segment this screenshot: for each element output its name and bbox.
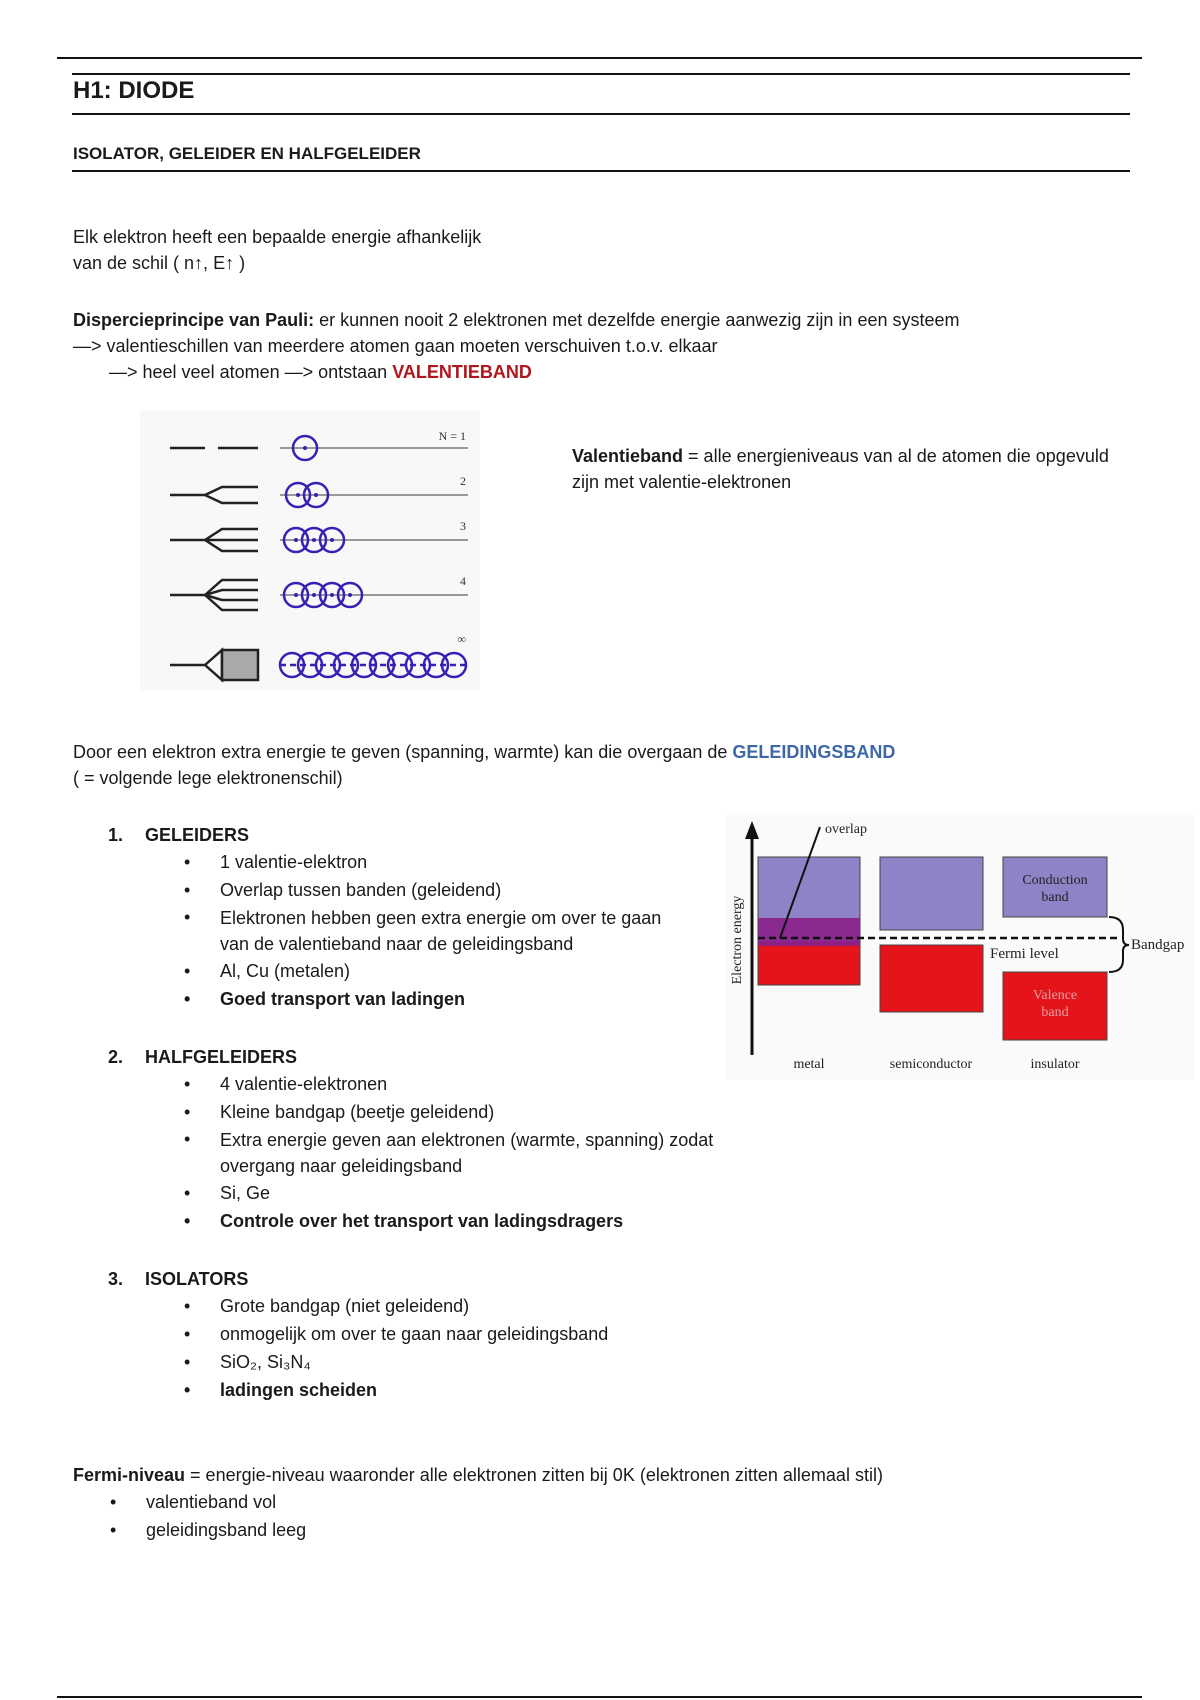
section-geleiders: 1. GELEIDERS • 1 valentie-elektron • Overlap tussen banden (geleidend) • Elektronen hebben geen extra energie om over te gaan van de valentieband naar de geleidingsband • Al, Cu (metalen) • Goed transport van ladingen <box>108 822 688 1013</box>
list-item: • Overlap tussen banden (geleidend) <box>184 876 664 904</box>
y-axis-label: Electron energy <box>730 895 745 985</box>
list-item: • geleidingsband leeg <box>110 1516 883 1544</box>
metal-valence-band <box>758 942 860 985</box>
geleidingsband-paragraph: Door een elektron extra energie te geven (spanning, warmte) kan die overgaan de GELEIDINGSBAND ( = volgende lege elektronenschil) <box>73 742 896 788</box>
section-title: ISOLATOR, GELEIDER EN HALFGELEIDER <box>73 144 421 163</box>
level-label-4: 4 <box>460 574 466 588</box>
heading-rule-top <box>72 73 1130 75</box>
list-item: • Goed transport van ladingen <box>184 985 664 1013</box>
band-diagram <box>725 815 1195 1080</box>
list-item: • Grote bandgap (niet geleidend) <box>184 1292 704 1320</box>
list-item: • ladingen scheiden <box>184 1376 704 1404</box>
column-label-metal: metal <box>793 1057 825 1072</box>
list-item: • Elektronen hebben geen extra energie om over te gaan van de valentieband naar de geleidingsband <box>184 904 664 957</box>
list-item: • valentieband vol <box>110 1488 883 1516</box>
heading-rule-bottom <box>72 113 1130 115</box>
level-label-inf: ∞ <box>457 632 466 646</box>
semiconductor-conduction-band <box>880 857 983 930</box>
valentieband-definition: Valentieband = alle energieniveaus van al de atomen die opgevuld zijn met valentie-elektronen <box>572 446 1109 492</box>
section-rule <box>72 170 1130 172</box>
list-item: • 4 valentie-elektronen <box>184 1070 724 1098</box>
pauli-term: Dispercieprincipe van Pauli: <box>73 310 315 330</box>
valentieband-highlight: VALENTIEBAND <box>392 362 532 382</box>
level-label-1: N = 1 <box>438 429 466 443</box>
bandgap-label: Bandgap <box>1131 937 1185 953</box>
list-item: • Kleine bandgap (beetje geleidend) <box>184 1098 724 1126</box>
column-label-semiconductor: semiconductor <box>889 1057 973 1072</box>
list-item: • Al, Cu (metalen) <box>184 957 664 985</box>
list-item: • 1 valentie-elektron <box>184 848 664 876</box>
metal-overlap-region <box>758 918 860 946</box>
list-item: • Extra energie geven aan elektronen (warmte, spanning) zodat overgang naar geleidingsband <box>184 1126 724 1179</box>
level-label-3: 3 <box>460 519 466 533</box>
level-label-2: 2 <box>460 474 466 488</box>
semiconductor-valence-band <box>880 945 983 1012</box>
column-label-insulator: insulator <box>1030 1057 1080 1072</box>
list-item: • onmogelijk om over te gaan naar geleidingsband <box>184 1320 704 1348</box>
page-title: H1: DIODE <box>73 77 195 104</box>
fermi-term: Fermi-niveau <box>73 1465 186 1485</box>
continuous-band <box>222 650 258 680</box>
pauli-paragraph: Dispercieprincipe van Pauli: er kunnen nooit 2 elektronen met dezelfde energie aanwezig zijn in een systeem —> valentieschillen van meerdere atomen gaan moeten verschuiven t.o.v. elkaar —> heel veel atomen —> ontstaan VALENTIEBAND <box>73 310 960 382</box>
geleidingsband-highlight: GELEIDINGSBAND <box>732 742 896 762</box>
top-border <box>57 57 1142 59</box>
list-item: • Controle over het transport van ladingsdragers <box>184 1207 724 1235</box>
valence-band-label: Valence band <box>1032 988 1078 1020</box>
overlap-label: overlap <box>825 822 867 837</box>
section-halfgeleiders: 2. HALFGELEIDERS • 4 valentie-elektronen • Kleine bandgap (beetje geleidend) • Extra energie geven aan elektronen (warmte, spanning) zodat overgang naar geleidingsband • Si, Ge • Controle over het transport van ladingsdragers <box>108 1044 758 1235</box>
section-isolators: 3. ISOLATORS • Grote bandgap (niet geleidend) • onmogelijk om over te gaan naar geleidingsband • SiO₂, Si₃N₄ • ladingen scheiden <box>108 1266 728 1404</box>
atom-level-diagram <box>140 410 480 690</box>
list-item: • Si, Ge <box>184 1179 724 1207</box>
bottom-border <box>57 1696 1142 1698</box>
list-item: • SiO₂, Si₃N₄ <box>184 1348 704 1376</box>
fermi-level-label: Fermi level <box>990 946 1059 962</box>
conduction-band-label: Conduction band <box>1022 873 1088 905</box>
intro-text: Elk elektron heeft een bepaalde energie afhankelijk van de schil ( n↑, E↑ ) <box>73 227 482 273</box>
fermi-paragraph: Fermi-niveau = energie-niveau waaronder alle elektronen zitten bij 0K (elektronen zitten allemaal stil) • valentieband vol • geleidingsband leeg <box>73 1462 883 1544</box>
